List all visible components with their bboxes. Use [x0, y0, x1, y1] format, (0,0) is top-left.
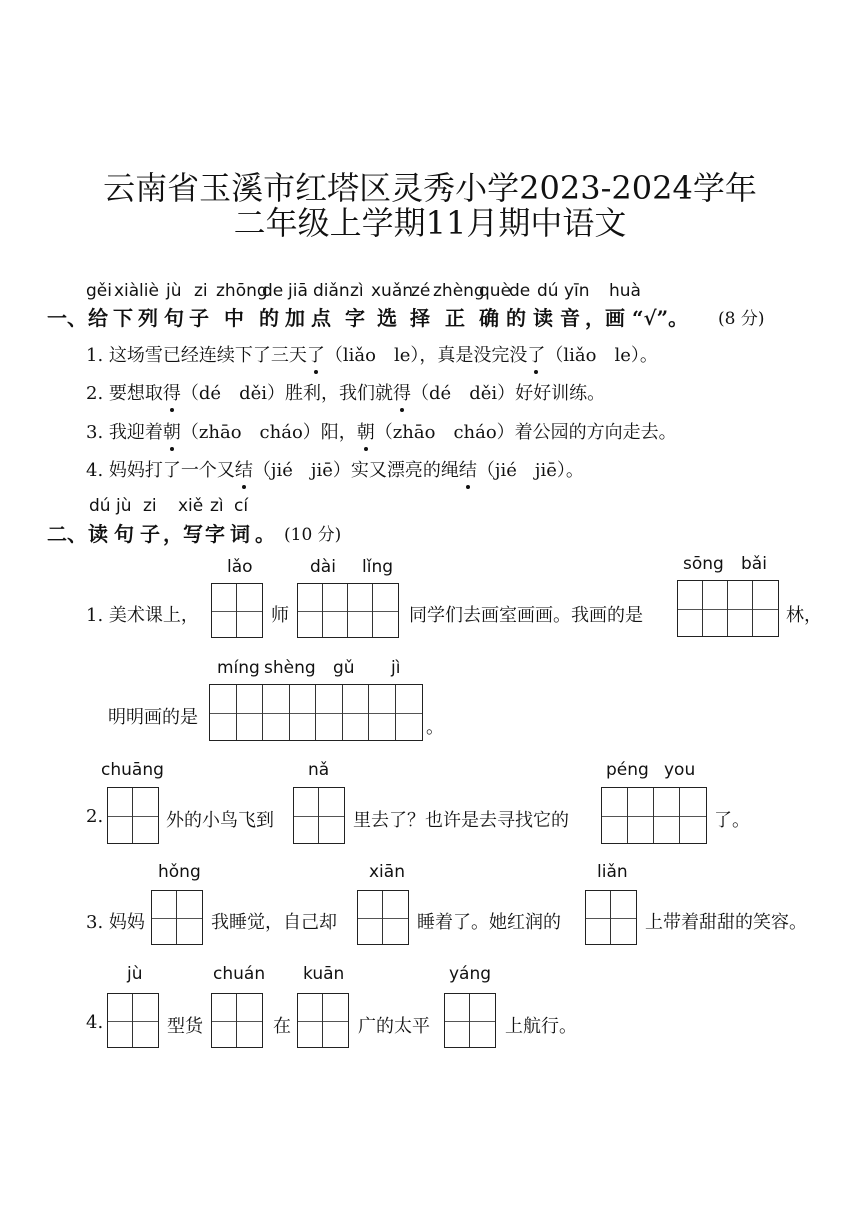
question-text: 。: [426, 717, 444, 738]
pinyin: xuǎn: [371, 281, 414, 301]
pinyin: cí: [234, 496, 249, 516]
writing-cell[interactable]: [212, 994, 237, 1047]
writing-cell[interactable]: [108, 788, 133, 843]
writing-cell[interactable]: [369, 685, 396, 740]
question-text: 明明画的是: [108, 707, 198, 728]
heading-char: 读: [88, 522, 108, 546]
pinyin: zhèng: [433, 281, 485, 301]
pinyin: jù: [116, 496, 132, 516]
pinyin: què: [479, 281, 512, 301]
heading-char: “√”。: [632, 306, 689, 330]
writing-grid[interactable]: [585, 890, 637, 945]
pinyin: jù: [166, 281, 182, 301]
writing-grid[interactable]: [211, 993, 263, 1048]
question-4: [86, 456, 584, 482]
writing-cell[interactable]: [294, 788, 319, 843]
pinyin: chuāng: [101, 760, 164, 780]
dotted-char: 朝: [163, 418, 181, 444]
question-text: 上带着甜甜的笑容。: [645, 912, 807, 933]
pinyin: zhōng: [216, 281, 268, 301]
heading-char: 确: [479, 306, 499, 330]
writing-grid[interactable]: [444, 993, 496, 1048]
pinyin: diǎn: [313, 281, 350, 301]
writing-cell[interactable]: [323, 994, 348, 1047]
writing-cell[interactable]: [177, 891, 202, 944]
question-text: 1. 美术课上，: [86, 605, 199, 626]
pinyin: xiān: [369, 862, 405, 882]
title-line-1: 云南省玉溪市红塔区灵秀小学2023-2024学年: [103, 169, 757, 207]
pinyin: lǎo: [227, 557, 253, 577]
question-text: （jié jiē）实又漂亮的绳: [252, 460, 459, 481]
heading-char: 点: [311, 306, 331, 330]
writing-grid[interactable]: [107, 787, 159, 844]
writing-cell[interactable]: [316, 685, 343, 740]
writing-grid[interactable]: [677, 580, 779, 637]
writing-grid[interactable]: [357, 890, 409, 945]
question-2: [86, 379, 605, 405]
pinyin: zé: [411, 281, 431, 301]
writing-cell[interactable]: [210, 685, 237, 740]
writing-grid[interactable]: [151, 890, 203, 945]
writing-grid[interactable]: [107, 993, 159, 1048]
heading-char: 加: [285, 306, 305, 330]
heading-char: 音: [560, 306, 580, 330]
question-text: 在: [273, 1016, 291, 1037]
question-text: （dé děi）好好训练。: [411, 383, 606, 404]
title-line-2: 二年级上学期11月期中语文: [233, 204, 627, 242]
heading-char: 中: [224, 306, 244, 330]
writing-cell[interactable]: [108, 994, 133, 1047]
pinyin: jù: [127, 964, 143, 984]
writing-cell[interactable]: [237, 994, 262, 1047]
heading-char: ，画: [585, 306, 625, 330]
dotted-char: 结: [235, 456, 253, 482]
writing-grid[interactable]: [293, 787, 345, 844]
writing-cell[interactable]: [611, 891, 636, 944]
pinyin: chuán: [213, 964, 266, 984]
writing-cell[interactable]: [383, 891, 408, 944]
writing-cell[interactable]: [602, 788, 628, 843]
heading-char: 的: [259, 306, 279, 330]
question-text: 林，: [786, 605, 822, 626]
section-number: 二、: [47, 522, 87, 546]
heading-char: 列: [138, 306, 158, 330]
writing-cell[interactable]: [237, 584, 262, 637]
pinyin: liè: [139, 281, 159, 301]
score: (8 分): [718, 309, 765, 329]
heading-char: 句: [114, 522, 134, 546]
writing-cell[interactable]: [323, 584, 348, 637]
writing-cell[interactable]: [343, 685, 370, 740]
writing-cell[interactable]: [396, 685, 423, 740]
question-text: 型货: [167, 1016, 203, 1037]
pinyin: sōng: [683, 554, 724, 574]
pinyin: zì: [210, 496, 224, 516]
heading-char: 字: [345, 306, 365, 330]
heading-char: 正: [445, 306, 465, 330]
heading-char: 词: [230, 522, 250, 546]
question-text: （jié jiē）。: [476, 460, 584, 481]
question-3: [86, 418, 677, 444]
writing-cell[interactable]: [373, 584, 398, 637]
writing-grid[interactable]: [297, 583, 399, 638]
pinyin: lǐng: [362, 557, 394, 577]
question-text: 4. 妈妈打了一个又: [86, 460, 235, 481]
writing-cell[interactable]: [212, 584, 237, 637]
writing-grid[interactable]: [211, 583, 263, 638]
heading-char: 子: [189, 306, 209, 330]
dotted-char: 朝: [357, 418, 375, 444]
question-text: （liǎo le），真是没完没: [324, 345, 528, 366]
writing-cell[interactable]: [290, 685, 317, 740]
heading-char: 下: [113, 306, 133, 330]
heading-char: 。: [255, 522, 275, 546]
writing-cell[interactable]: [133, 994, 158, 1047]
heading-char: 读: [533, 306, 553, 330]
pinyin: yáng: [449, 964, 492, 984]
pinyin: shèng: [264, 658, 316, 678]
writing-cell[interactable]: [654, 788, 680, 843]
heading-char: 句: [164, 306, 184, 330]
question-text: （zhāo cháo）着公园的方向走去。: [374, 422, 677, 443]
question-text: 4.: [86, 1012, 104, 1033]
writing-cell[interactable]: [298, 994, 323, 1047]
pinyin: dú: [89, 496, 111, 516]
heading-char: 子: [140, 522, 160, 546]
heading-char: 的: [506, 306, 526, 330]
writing-cell[interactable]: [298, 584, 323, 637]
pinyin: xiě: [178, 496, 204, 516]
writing-cell[interactable]: [152, 891, 177, 944]
pinyin: you: [664, 760, 696, 780]
pinyin: jiā: [288, 281, 308, 301]
pinyin: dú: [537, 281, 559, 301]
writing-cell[interactable]: [728, 581, 753, 636]
question-text: 外的小鸟飞到: [166, 810, 274, 831]
question-text: 广的太平: [358, 1016, 430, 1037]
dotted-char: 得: [163, 379, 181, 405]
writing-cell[interactable]: [678, 581, 703, 636]
pinyin: nǎ: [308, 760, 330, 780]
question-1: [86, 341, 658, 367]
writing-cell[interactable]: [703, 581, 728, 636]
writing-cell[interactable]: [319, 788, 344, 843]
question-text: （liǎo le）。: [545, 345, 658, 366]
question-text: （dé děi）胜利，我们就: [180, 383, 394, 404]
question-text: 我睡觉，自己却: [211, 912, 337, 933]
writing-grid[interactable]: [297, 993, 349, 1048]
dotted-char: 结: [459, 456, 477, 482]
writing-cell[interactable]: [753, 581, 778, 636]
question-text: 师: [271, 605, 289, 626]
question-text: （zhāo cháo）阳，: [180, 422, 357, 443]
dotted-char: 了: [527, 341, 545, 367]
writing-cell[interactable]: [133, 788, 158, 843]
question-text: 3. 妈妈: [86, 912, 145, 933]
section-number: 一、: [47, 306, 87, 330]
pinyin: bǎi: [741, 554, 767, 574]
heading-char: ，写: [163, 522, 203, 546]
pinyin: gǔ: [333, 658, 355, 678]
question-text: 了。: [714, 810, 750, 831]
pinyin: hǒng: [158, 862, 201, 882]
question-text: 上航行。: [505, 1016, 577, 1037]
dotted-char: 得: [393, 379, 411, 405]
pinyin: jì: [391, 658, 401, 678]
writing-cell[interactable]: [680, 788, 706, 843]
pinyin: liǎn: [597, 862, 628, 882]
question-text: 里去了？也许是去寻找它的: [353, 810, 569, 831]
pinyin: zì: [350, 281, 364, 301]
writing-cell[interactable]: [586, 891, 611, 944]
writing-cell[interactable]: [445, 994, 470, 1047]
question-text: 2. 要想取: [86, 383, 163, 404]
heading-char: 选: [377, 306, 397, 330]
pinyin: gěi: [86, 281, 112, 301]
pinyin: kuān: [303, 964, 345, 984]
heading-char: 给: [88, 306, 108, 330]
pinyin: xià: [114, 281, 140, 301]
pinyin: yīn: [564, 281, 590, 301]
question-text: 3. 我迎着: [86, 422, 163, 443]
heading-char: 择: [410, 306, 430, 330]
score: (10 分): [284, 525, 342, 545]
pinyin: de: [262, 281, 284, 301]
question-text: 睡着了。她红润的: [417, 912, 561, 933]
writing-cell[interactable]: [263, 685, 290, 740]
pinyin: míng: [217, 658, 260, 678]
writing-grid[interactable]: [601, 787, 707, 844]
pinyin: zi: [143, 496, 157, 516]
writing-cell[interactable]: [470, 994, 495, 1047]
question-text: 1. 这场雪已经连续下了三天: [86, 345, 307, 366]
writing-grid[interactable]: [209, 684, 423, 741]
writing-cell[interactable]: [628, 788, 654, 843]
heading-char: 字: [205, 522, 225, 546]
pinyin: péng: [606, 760, 649, 780]
writing-cell[interactable]: [237, 685, 264, 740]
writing-cell[interactable]: [348, 584, 373, 637]
writing-cell[interactable]: [358, 891, 383, 944]
question-text: 同学们去画室画画。我画的是: [409, 605, 643, 626]
pinyin: huà: [609, 281, 641, 301]
dotted-char: 了: [307, 341, 325, 367]
question-text: 2.: [86, 806, 104, 827]
pinyin: dài: [310, 557, 336, 577]
pinyin: zi: [194, 281, 208, 301]
pinyin: de: [509, 281, 531, 301]
